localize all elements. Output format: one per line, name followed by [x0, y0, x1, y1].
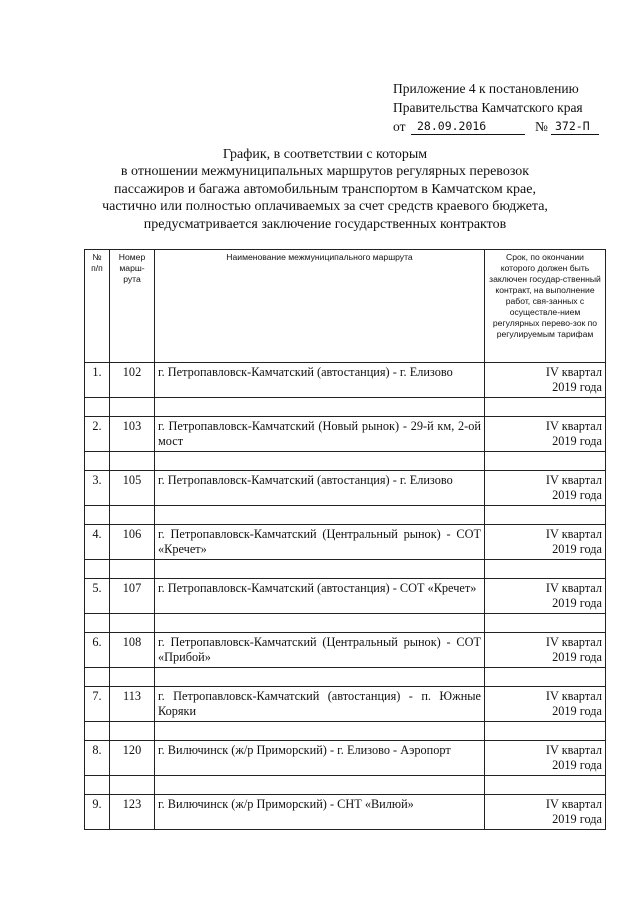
term-quarter: IV квартал: [545, 635, 602, 649]
spacer-cell: [155, 506, 485, 525]
route-number: 107: [110, 579, 155, 614]
route-name: г. Вилючинск (ж/р Приморский) - г. Елизово - Аэропорт: [155, 741, 485, 776]
contract-term: [485, 363, 606, 398]
spacer-cell: [485, 452, 606, 471]
spacer-cell: [110, 776, 155, 795]
term-quarter: IV квартал: [545, 797, 602, 811]
spacer-cell: [485, 560, 606, 579]
route-name: г. Петропавловск-Камчатский (автостанция) - СОТ «Кречет»: [155, 579, 485, 614]
term-quarter: IV квартал: [545, 689, 602, 703]
spacer-cell: [485, 776, 606, 795]
spacer-cell: [155, 776, 485, 795]
route-name: г. Петропавловск-Камчатский (Центральный рынок) - СОТ «Прибой»: [155, 633, 485, 668]
title-line: пассажиров и багажа автомобильным транспортом в Камчатском крае,: [114, 181, 536, 197]
row-number: 5.: [85, 579, 110, 614]
header-num: № п/п: [85, 250, 110, 363]
table-row: [85, 795, 606, 830]
decree-number: 372-П: [555, 119, 590, 133]
appendix-line-1: Приложение 4 к постановлению: [393, 81, 579, 96]
term-quarter: IV квартал: [545, 527, 602, 541]
row-number: 9.: [85, 795, 110, 830]
header-route: Номер марш-рута: [110, 250, 155, 363]
term-year: 2019 года: [552, 434, 602, 448]
term-year: 2019 года: [552, 650, 602, 664]
spacer-cell: [155, 560, 485, 579]
route-name: г. Петропавловск-Камчатский (автостанция) - г. Елизово: [155, 471, 485, 506]
row-number: 7.: [85, 687, 110, 722]
contract-term: [485, 741, 606, 776]
title-line: предусматривается заключение государственных контрактов: [143, 216, 507, 232]
spacer-cell: [155, 452, 485, 471]
spacer-cell: [110, 614, 155, 633]
table-row: [85, 633, 606, 668]
term-quarter: IV квартал: [545, 743, 602, 757]
spacer-cell: [110, 506, 155, 525]
contract-term: [485, 687, 606, 722]
row-spacer: [85, 506, 606, 525]
spacer-cell: [155, 614, 485, 633]
table-row: [85, 363, 606, 398]
header-term: Срок, по окончании которого должен быть заключен государ-ственный контракт, на выполнение работ, свя-занных с осуществле-нием регулярных перево-зок по регулируемым тарифам: [485, 250, 606, 363]
term-quarter: IV квартал: [545, 473, 602, 487]
table-row: [85, 525, 606, 560]
spacer-cell: [85, 506, 110, 525]
route-name: г. Петропавловск-Камчатский (Центральный рынок) - СОТ «Кречет»: [155, 525, 485, 560]
appendix-line-3: [393, 117, 613, 136]
contract-term: [485, 525, 606, 560]
spacer-cell: [485, 668, 606, 687]
spacer-cell: [155, 398, 485, 417]
contract-term: [485, 471, 606, 506]
table-row: [85, 579, 606, 614]
spacer-cell: [485, 722, 606, 741]
spacer-cell: [110, 722, 155, 741]
row-number: 8.: [85, 741, 110, 776]
route-number: 123: [110, 795, 155, 830]
term-year: 2019 года: [552, 596, 602, 610]
spacer-cell: [485, 614, 606, 633]
appendix-block: [393, 79, 613, 136]
routes-table: [84, 249, 606, 830]
row-spacer: [85, 722, 606, 741]
page-title: [60, 146, 590, 233]
row-spacer: [85, 614, 606, 633]
route-number: 105: [110, 471, 155, 506]
route-name: г. Петропавловск-Камчатский (Новый рынок) - 29-й км, 2-ой мост: [155, 417, 485, 452]
table-row: [85, 687, 606, 722]
row-number: 6.: [85, 633, 110, 668]
spacer-cell: [155, 722, 485, 741]
from-label: от: [393, 119, 406, 134]
spacer-cell: [110, 560, 155, 579]
row-number: 4.: [85, 525, 110, 560]
spacer-cell: [85, 398, 110, 417]
spacer-cell: [85, 560, 110, 579]
spacer-cell: [110, 452, 155, 471]
appendix-line-2: Правительства Камчатского края: [393, 100, 583, 115]
spacer-cell: [110, 668, 155, 687]
table-header-row: [85, 250, 606, 363]
title-line: График, в соответствии с которым: [222, 147, 428, 162]
table-row: [85, 417, 606, 452]
route-name: г. Вилючинск (ж/р Приморский) - СНТ «Вилюй»: [155, 795, 485, 830]
route-number: 108: [110, 633, 155, 668]
term-year: 2019 года: [552, 812, 602, 826]
route-number: 106: [110, 525, 155, 560]
header-name: Наименование межмуниципального маршрута: [155, 250, 485, 363]
spacer-cell: [85, 668, 110, 687]
spacer-cell: [155, 668, 485, 687]
number-label: №: [535, 119, 548, 134]
row-number: 2.: [85, 417, 110, 452]
route-number: 103: [110, 417, 155, 452]
title-line: в отношении межмуниципальных маршрутов регулярных перевозок: [120, 164, 530, 180]
route-number: 102: [110, 363, 155, 398]
row-spacer: [85, 560, 606, 579]
term-quarter: IV квартал: [545, 581, 602, 595]
term-year: 2019 года: [552, 380, 602, 394]
contract-term: [485, 633, 606, 668]
row-number: 1.: [85, 363, 110, 398]
contract-term: [485, 417, 606, 452]
route-number: 120: [110, 741, 155, 776]
row-spacer: [85, 668, 606, 687]
contract-term: [485, 579, 606, 614]
term-quarter: IV квартал: [545, 419, 602, 433]
spacer-cell: [110, 398, 155, 417]
route-name: г. Петропавловск-Камчатский (автостанция) - п. Южные Коряки: [155, 687, 485, 722]
spacer-cell: [485, 398, 606, 417]
spacer-cell: [485, 506, 606, 525]
table-row: [85, 471, 606, 506]
spacer-cell: [85, 452, 110, 471]
table-row: [85, 741, 606, 776]
title-line: частично или полностью оплачиваемых за счет средств краевого бюджета,: [102, 199, 548, 215]
route-number: 113: [110, 687, 155, 722]
row-spacer: [85, 452, 606, 471]
term-year: 2019 года: [552, 542, 602, 556]
row-spacer: [85, 398, 606, 417]
contract-term: [485, 795, 606, 830]
term-year: 2019 года: [552, 704, 602, 718]
term-quarter: IV квартал: [545, 365, 602, 379]
term-year: 2019 года: [552, 758, 602, 772]
spacer-cell: [85, 776, 110, 795]
row-spacer: [85, 776, 606, 795]
row-number: 3.: [85, 471, 110, 506]
decree-date: 28.09.2016: [417, 119, 487, 133]
route-name: г. Петропавловск-Камчатский (автостанция) - г. Елизово: [155, 363, 485, 398]
spacer-cell: [85, 614, 110, 633]
spacer-cell: [85, 722, 110, 741]
term-year: 2019 года: [552, 488, 602, 502]
